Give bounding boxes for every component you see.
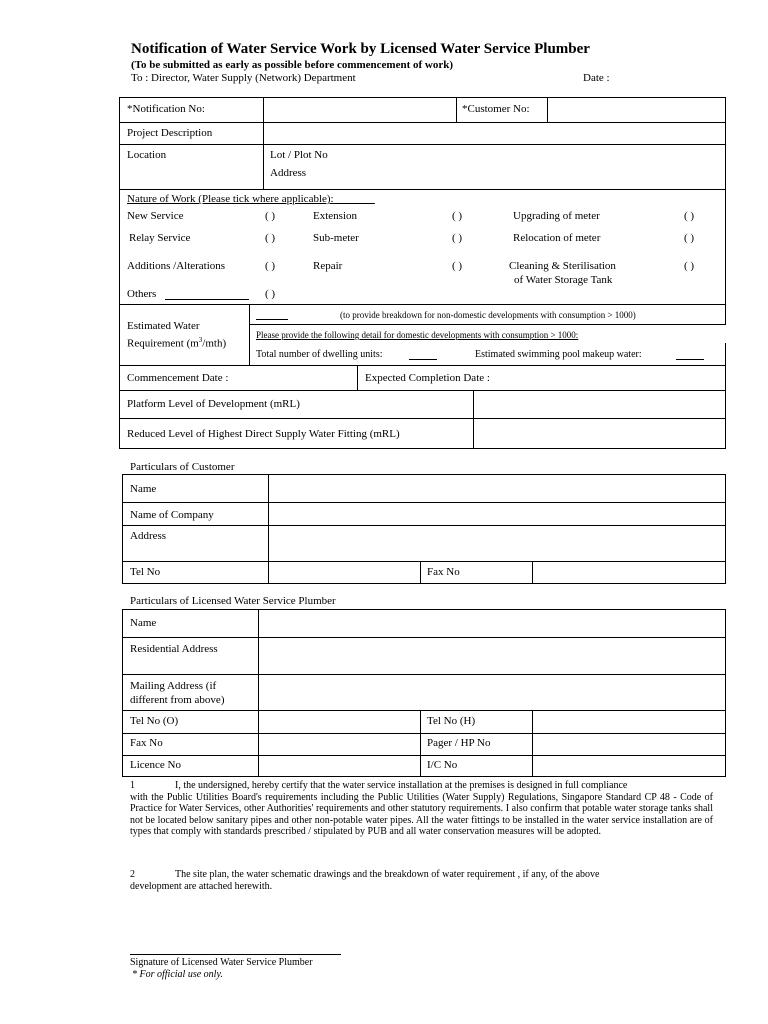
location-address-label: Address (270, 167, 307, 179)
plumber-tel-h-label: Tel No (H) (427, 715, 476, 727)
declaration-1: 1 I, the undersigned, hereby certify that the water service installation at the premises is designed in full compliance with the Public Utilities Board's requirements including the Public Utilities (Water Supply) Regulations, Singapore Standard CP 48 - Code of Practice for Water Services, other Authorities' requirements and other statutory requirements. I also confirm that potable water storage tanks shall not be located below sanitary pipes and other non-potable water pipes. All the water fittings to be installed in the water service installation are of types that comply with standards prescribed / stipulated by PUB and all water conservation measures will be adopted. (130, 780, 713, 837)
estimated-water-label-line1: Estimated Water (127, 320, 200, 332)
customer-company-label: Name of Company (130, 509, 214, 521)
domestic-note: Please provide the following detail for domestic developments with consumption > 1000: (256, 330, 579, 340)
relay-service-checkbox[interactable]: ( ) (265, 232, 276, 244)
project-description-field[interactable] (264, 123, 724, 144)
customer-no-label: *Customer No: (462, 103, 530, 115)
customer-name-label: Name (130, 483, 157, 495)
plumber-fax-label: Fax No (130, 737, 163, 749)
upgrading-meter-label: Upgrading of meter (513, 210, 600, 222)
mailing-address-label-line2: different from above) (130, 694, 225, 706)
plumber-name-label: Name (130, 617, 157, 629)
upgrading-meter-checkbox[interactable]: ( ) (684, 210, 695, 222)
others-label: Others (127, 288, 157, 300)
platform-level-field[interactable] (474, 391, 724, 418)
official-use-note: * For official use only. (132, 969, 223, 980)
customer-name-field[interactable] (269, 475, 724, 502)
location-field[interactable] (350, 145, 724, 189)
extension-checkbox[interactable]: ( ) (452, 210, 463, 222)
repair-label: Repair (313, 260, 343, 272)
cleaning-label-line2: of Water Storage Tank (514, 274, 613, 286)
new-service-label: New Service (127, 210, 184, 222)
plumber-ic-label: I/C No (427, 759, 458, 771)
reduced-level-label: Reduced Level of Highest Direct Supply Water Fitting (mRL) (127, 428, 400, 440)
expected-completion-label: Expected Completion Date : (365, 372, 490, 384)
platform-level-label: Platform Level of Development (mRL) (127, 398, 300, 410)
signature-line[interactable] (130, 954, 341, 955)
notification-no-label: *Notification No: (127, 103, 205, 115)
estimated-water-label-line2: Requirement $(m^3/mth)$ (127, 336, 227, 350)
sub-meter-label: Sub-meter (313, 232, 359, 244)
reduced-level-field[interactable] (474, 419, 724, 448)
project-description-label: Project Description (127, 127, 213, 139)
customer-address-label: Address (130, 530, 167, 542)
mailing-address-field[interactable] (259, 675, 724, 710)
relocation-meter-label: Relocation of meter (513, 232, 601, 244)
nature-of-work-heading: Nature of Work (Please tick where applicable): (127, 193, 334, 205)
estimated-water-input-line[interactable] (256, 319, 288, 320)
additions-checkbox[interactable]: ( ) (265, 260, 276, 272)
commencement-date-label: Commencement Date : (127, 372, 229, 384)
additions-label: Additions /Alterations (127, 260, 226, 272)
plumber-heading: Particulars of Licensed Water Service Plumber (130, 595, 336, 607)
residential-address-field[interactable] (259, 638, 724, 674)
form-subtitle: (To be submitted as early as possible before commencement of work) (131, 59, 454, 71)
relocation-meter-checkbox[interactable]: ( ) (684, 232, 695, 244)
customer-fax-label: Fax No (427, 566, 460, 578)
residential-address-label: Residential Address (130, 643, 218, 655)
lot-plot-no-label: Lot / Plot No (270, 149, 328, 161)
notification-no-field[interactable] (264, 98, 455, 122)
to-line: To : Director, Water Supply (Network) Department (131, 72, 356, 84)
plumber-name-field[interactable] (259, 610, 724, 637)
customer-company-field[interactable] (269, 503, 724, 525)
customer-heading: Particulars of Customer (130, 461, 235, 473)
pool-makeup-input-line[interactable] (676, 359, 704, 360)
cleaning-checkbox[interactable]: ( ) (684, 260, 695, 272)
relay-service-label: Relay Service (129, 232, 191, 244)
form-title: Notification of Water Service Work by Licensed Water Service Plumber (131, 41, 590, 57)
others-checkbox[interactable]: ( ) (265, 288, 276, 300)
location-label: Location (127, 149, 167, 161)
breakdown-note: (to provide breakdown for non-domestic developments with consumption > 1000) (340, 310, 636, 320)
dwelling-units-label: Total number of dwelling units: (256, 349, 383, 360)
customer-address-field[interactable] (269, 526, 724, 561)
new-service-checkbox[interactable]: ( ) (265, 210, 276, 222)
plumber-licence-label: Licence No (130, 759, 181, 771)
pool-makeup-label: Estimated swimming pool makeup water: (475, 349, 642, 360)
repair-checkbox[interactable]: ( ) (452, 260, 463, 272)
cleaning-label-line1: Cleaning & Sterilisation (509, 260, 616, 272)
mailing-address-label-line1: Mailing Address (if (130, 680, 217, 692)
declaration-2: 2 The site plan, the water schematic drawings and the breakdown of water requirement , if any, of the above development are attached herewith. (130, 869, 600, 892)
customer-tel-label: Tel No (130, 566, 161, 578)
dwelling-units-input-line[interactable] (409, 359, 437, 360)
plumber-pager-label: Pager / HP No (427, 737, 491, 749)
signature-label: Signature of Licensed Water Service Plumber (130, 957, 313, 968)
extension-label: Extension (313, 210, 357, 222)
others-input-line[interactable] (165, 299, 249, 300)
plumber-tel-o-label: Tel No (O) (130, 715, 179, 727)
customer-no-field[interactable] (548, 98, 724, 122)
date-label: Date : (583, 72, 610, 84)
sub-meter-checkbox[interactable]: ( ) (452, 232, 463, 244)
